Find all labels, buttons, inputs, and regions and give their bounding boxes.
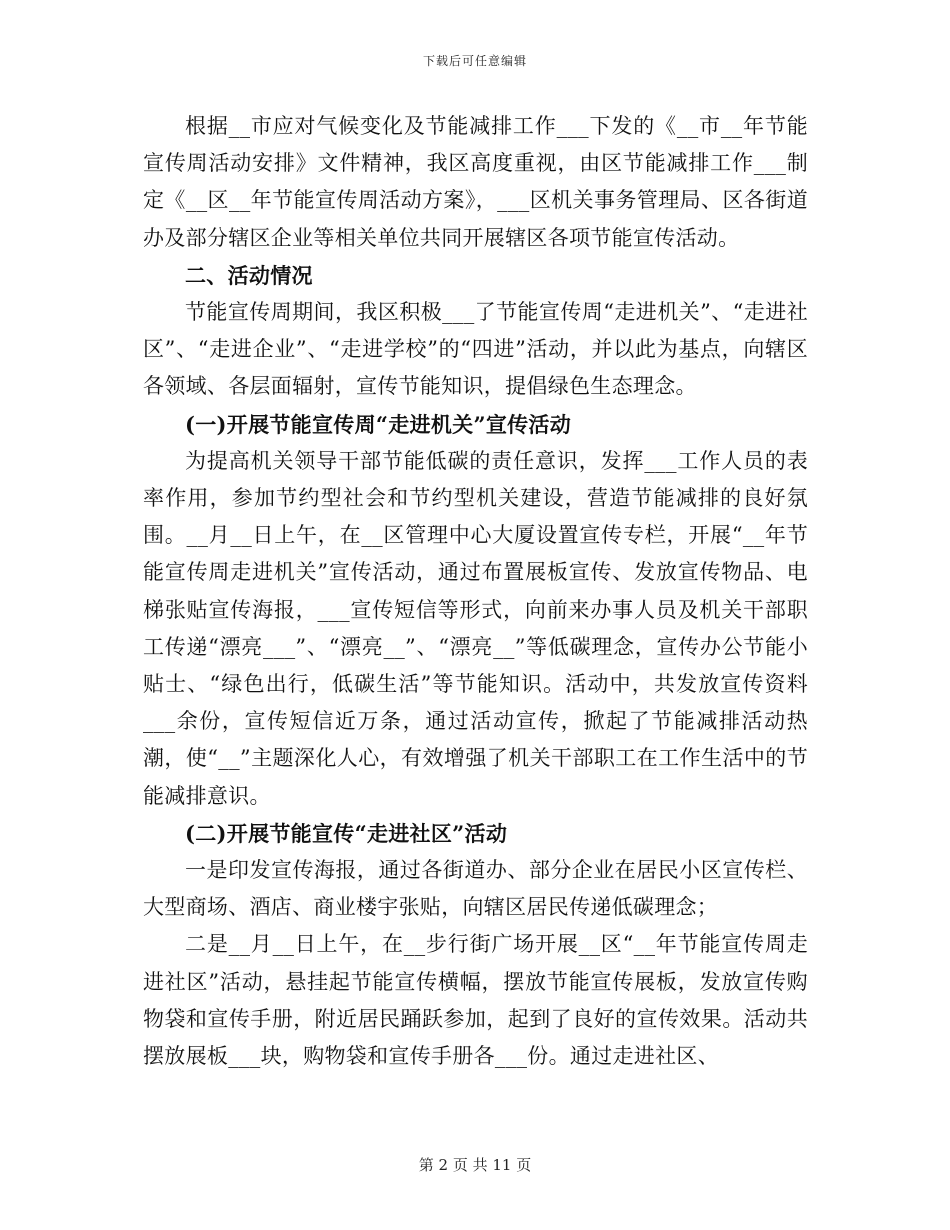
document-body bbox=[143, 108, 808, 1075]
subsection-heading-community: (二)开展节能宣传“走进社区”活动 bbox=[185, 820, 508, 846]
subsection-heading-agencies: (一)开展节能宣传周“走进机关”宣传活动 bbox=[185, 411, 572, 437]
paragraph-community-2: 二是__月__日上午，在__步行街广场开展__区“__年节能宣传周走进社区”活动，悬挂起节能宣传横幅，摆放节能宣传展板，发放宣传购物袋和宣传手册，附近居民踊跃参加，起到了良好的宣传效果。活动共摆放展板___块，购物袋和宣传手册各___份。通过走进社区、 bbox=[143, 932, 808, 1069]
paragraph-activities-overview: 节能宣传周期间，我区积极___了节能宣传周“走进机关”、“走进社区”、“走进企业”、“走进学校”的“四进”活动，并以此为基点，向辖区各领域、各层面辐射，宣传节能知识，提倡绿色生态理念。 bbox=[143, 300, 808, 399]
header-note: 下载后可任意编辑 bbox=[422, 54, 527, 68]
paragraph-agencies: 为提高机关领导干部节能低碳的责任意识，发挥___工作人员的表率作用，参加节约型社会和节约型机关建设，营造节能减排的良好氛围。__月__日上午，在__区管理中心大厦设置宣传专栏，开展“__年节能宣传周走进机关”宣传活动，通过布置展板宣传、发放宣传物品、电梯张贴宣传海报，___宣传短信等形式，向前来办事人员及机关干部职工传递“漂亮___”、“漂亮__”、“漂亮__”等低碳理念，宣传办公节能小贴士、“绿色出行，低碳生活”等节能知识。活动中，共发放宣传资料___余份，宣传短信近万条，通过活动宣传，掀起了节能减排活动热潮，使“__”主题深化人心，有效增强了机关干部职工在工作生活中的节能减排意识。 bbox=[143, 448, 808, 808]
page-number-footer: 第 2 页 共 11 页 bbox=[418, 1156, 532, 1174]
section-heading-activities: 二、活动情况 bbox=[185, 262, 313, 288]
paragraph-community-1: 一是印发宣传海报，通过各街道办、部分企业在居民小区宣传栏、大型商场、酒店、商业楼宇张贴，向辖区居民传递低碳理念； bbox=[143, 858, 808, 920]
paragraph-intro: 根据__市应对气候变化及节能减排工作___下发的《__市__年节能宣传周活动安排》文件精神，我区高度重视，由区节能减排工作___制定《__区__年节能宣传周活动方案》，___区机关事务管理局、区各街道办及部分辖区企业等相关单位共同开展辖区各项节能宣传活动。 bbox=[143, 114, 808, 250]
